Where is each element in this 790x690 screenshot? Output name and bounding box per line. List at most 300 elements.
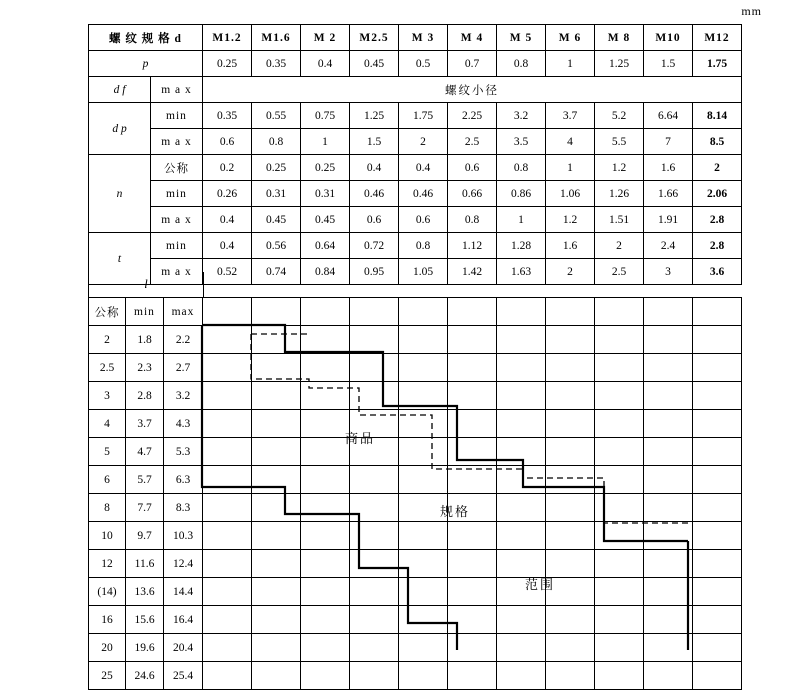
cell: 1.5: [350, 129, 399, 155]
grid-cell: [301, 494, 350, 522]
grid-cell: [203, 438, 252, 466]
grid-cell: [399, 410, 448, 438]
table-row: [89, 354, 742, 382]
length-nominal: 20: [89, 634, 126, 662]
grid-cell: [350, 578, 399, 606]
table-row: [89, 326, 742, 354]
cell: 7: [644, 129, 693, 155]
cell: 0.25: [301, 155, 350, 181]
cell: 2: [399, 129, 448, 155]
grid-cell: [644, 410, 693, 438]
cell: 1.2: [546, 207, 595, 233]
grid-cell: [301, 662, 350, 690]
grid-cell: [252, 326, 301, 354]
grid-cell: [644, 438, 693, 466]
grid-cell: [595, 438, 644, 466]
cell: 1.6: [644, 155, 693, 181]
header-label: 螺 纹 规 格 d: [89, 25, 203, 51]
cell: 3: [644, 259, 693, 285]
cell: 1.25: [595, 51, 644, 77]
length-max: 12.4: [164, 550, 203, 578]
length-nominal: 3: [89, 382, 126, 410]
cell: 3.2: [497, 103, 546, 129]
grid-cell: [693, 410, 742, 438]
table-row-header: [89, 298, 742, 326]
grid-cell: [350, 466, 399, 494]
length-nominal: (14): [89, 578, 126, 606]
table-row: [89, 410, 742, 438]
grid-cell: [399, 494, 448, 522]
grid-cell: [203, 550, 252, 578]
row-sub-max: m a x: [151, 77, 203, 103]
grid-cell: [350, 550, 399, 578]
grid-cell: [546, 578, 595, 606]
length-min: 13.6: [126, 578, 164, 606]
grid-cell: [301, 522, 350, 550]
grid-cell: [350, 606, 399, 634]
grid-cell: [448, 410, 497, 438]
grid-cell: [203, 662, 252, 690]
row-sub-min: min: [151, 233, 203, 259]
grid-cell: [399, 466, 448, 494]
grid-cell: [350, 354, 399, 382]
cell: 8.14: [693, 103, 742, 129]
grid-cell: [546, 606, 595, 634]
thread-minor-diameter-note: 螺纹小径: [203, 77, 742, 103]
grid-cell: [546, 354, 595, 382]
cell: 2.06: [693, 181, 742, 207]
header-size: M 5: [497, 25, 546, 51]
grid-cell: [497, 354, 546, 382]
cell: 0.35: [252, 51, 301, 77]
grid-cell: [203, 494, 252, 522]
grid-cell: [644, 494, 693, 522]
grid-cell: [350, 662, 399, 690]
cell: 1.25: [350, 103, 399, 129]
grid-cell: [252, 298, 301, 326]
cell: 0.31: [252, 181, 301, 207]
grid-cell: [644, 354, 693, 382]
length-nominal: 10: [89, 522, 126, 550]
length-col-header: min: [126, 298, 164, 326]
header-size: M 3: [399, 25, 448, 51]
grid-cell: [546, 410, 595, 438]
grid-cell: [595, 410, 644, 438]
cell: 0.46: [399, 181, 448, 207]
row-sub-max: m a x: [151, 207, 203, 233]
grid-cell: [448, 606, 497, 634]
grid-cell: [399, 438, 448, 466]
grid-cell: [693, 606, 742, 634]
row-sub-min: min: [151, 181, 203, 207]
cell: 0.6: [350, 207, 399, 233]
cell: 0.45: [301, 207, 350, 233]
grid-cell: [203, 466, 252, 494]
length-max: 5.3: [164, 438, 203, 466]
grid-cell: [546, 522, 595, 550]
grid-cell: [203, 382, 252, 410]
grid-cell: [399, 298, 448, 326]
grid-cell: [203, 578, 252, 606]
table-row: [89, 181, 742, 207]
grid-cell: [546, 494, 595, 522]
cell: 0.7: [448, 51, 497, 77]
grid-cell: [595, 298, 644, 326]
grid-cell: [252, 550, 301, 578]
grid-cell: [301, 466, 350, 494]
length-max: 16.4: [164, 606, 203, 634]
cell: 1.75: [693, 51, 742, 77]
cell: 0.6: [399, 207, 448, 233]
table-row: [89, 129, 742, 155]
cell: 3.5: [497, 129, 546, 155]
grid-cell: [301, 326, 350, 354]
cell: 0.66: [448, 181, 497, 207]
grid-cell: [595, 634, 644, 662]
cell: 4: [546, 129, 595, 155]
length-nominal: 6: [89, 466, 126, 494]
length-max: 20.4: [164, 634, 203, 662]
grid-cell: [252, 494, 301, 522]
grid-cell: [546, 662, 595, 690]
cell: 0.4: [350, 155, 399, 181]
cell: 3.6: [693, 259, 742, 285]
grid-cell: [252, 466, 301, 494]
grid-cell: [497, 298, 546, 326]
cell: 5.5: [595, 129, 644, 155]
grid-cell: [595, 662, 644, 690]
length-nominal: 2.5: [89, 354, 126, 382]
grid-cell: [595, 494, 644, 522]
grid-cell: [595, 522, 644, 550]
header-size: M10: [644, 25, 693, 51]
length-max: 2.7: [164, 354, 203, 382]
cell: 0.74: [252, 259, 301, 285]
grid-cell: [448, 354, 497, 382]
grid-cell: [399, 606, 448, 634]
grid-cell: [301, 438, 350, 466]
cell: 1.51: [595, 207, 644, 233]
table-row: [89, 382, 742, 410]
grid-cell: [497, 522, 546, 550]
cell: 2.8: [693, 207, 742, 233]
annotation-range: 范围: [525, 577, 556, 592]
cell: 1.28: [497, 233, 546, 259]
grid-cell: [497, 438, 546, 466]
grid-cell: [497, 634, 546, 662]
length-min: 5.7: [126, 466, 164, 494]
grid-cell: [350, 410, 399, 438]
cell: 0.86: [497, 181, 546, 207]
grid-cell: [203, 410, 252, 438]
cell: 0.31: [301, 181, 350, 207]
grid-cell: [301, 410, 350, 438]
length-nominal: 5: [89, 438, 126, 466]
length-min: 9.7: [126, 522, 164, 550]
table-row: [89, 77, 742, 103]
grid-cell: [644, 550, 693, 578]
table-row: [89, 606, 742, 634]
grid-cell: [203, 606, 252, 634]
cell: 0.45: [252, 207, 301, 233]
table-row: [89, 522, 742, 550]
grid-cell: [546, 438, 595, 466]
header-size: M1.2: [203, 25, 252, 51]
grid-cell: [252, 382, 301, 410]
table-row: [89, 578, 742, 606]
header-size: M12: [693, 25, 742, 51]
cell: 1.5: [644, 51, 693, 77]
grid-cell: [693, 354, 742, 382]
cell: 1.2: [595, 155, 644, 181]
grid-cell: [252, 662, 301, 690]
table-row: [89, 494, 742, 522]
cell: 0.55: [252, 103, 301, 129]
grid-cell: [350, 494, 399, 522]
grid-cell: [399, 578, 448, 606]
length-col-header: 公称: [89, 298, 126, 326]
grid-cell: [693, 298, 742, 326]
grid-cell: [497, 410, 546, 438]
grid-cell: [399, 550, 448, 578]
row-label-p: p: [89, 51, 203, 77]
grid-cell: [644, 662, 693, 690]
grid-cell: [252, 438, 301, 466]
length-nominal: 16: [89, 606, 126, 634]
cell: 0.64: [301, 233, 350, 259]
length-nominal: 4: [89, 410, 126, 438]
cell: 2.4: [644, 233, 693, 259]
grid-cell: [497, 326, 546, 354]
grid-cell: [644, 326, 693, 354]
length-nominal: 25: [89, 662, 126, 690]
grid-cell: [203, 354, 252, 382]
cell: 0.4: [203, 233, 252, 259]
grid-cell: [203, 634, 252, 662]
cell: 2: [546, 259, 595, 285]
grid-cell: [693, 438, 742, 466]
length-min: 19.6: [126, 634, 164, 662]
grid-cell: [497, 382, 546, 410]
length-max: 25.4: [164, 662, 203, 690]
grid-cell: [497, 578, 546, 606]
length-min: 15.6: [126, 606, 164, 634]
cell: 0.8: [497, 155, 546, 181]
cell: 0.72: [350, 233, 399, 259]
grid-cell: [301, 382, 350, 410]
grid-cell: [252, 578, 301, 606]
grid-cell: [497, 494, 546, 522]
table-row-header: [89, 25, 742, 51]
cell: 0.8: [497, 51, 546, 77]
grid-cell: [350, 438, 399, 466]
grid-cell: [448, 466, 497, 494]
table-row: [89, 207, 742, 233]
length-nominal: 12: [89, 550, 126, 578]
grid-cell: [595, 606, 644, 634]
annotation-spec: 规格: [440, 504, 471, 519]
grid-cell: [203, 326, 252, 354]
cell: 1.06: [546, 181, 595, 207]
cell: 0.75: [301, 103, 350, 129]
cell: 2.5: [595, 259, 644, 285]
table-row: [89, 155, 742, 181]
length-max: 2.2: [164, 326, 203, 354]
grid-cell: [350, 522, 399, 550]
grid-cell: [301, 634, 350, 662]
table-row: [89, 550, 742, 578]
table-row: [89, 662, 742, 690]
grid-cell: [546, 634, 595, 662]
grid-cell: [301, 550, 350, 578]
row-label-n: n: [89, 155, 151, 233]
grid-cell: [693, 494, 742, 522]
row-sub-nominal: 公称: [151, 155, 203, 181]
header-size: M1.6: [252, 25, 301, 51]
grid-cell: [448, 662, 497, 690]
grid-cell: [448, 438, 497, 466]
grid-cell: [350, 382, 399, 410]
length-max: 8.3: [164, 494, 203, 522]
grid-cell: [497, 466, 546, 494]
grid-cell: [546, 466, 595, 494]
row-label-df: d f: [89, 77, 151, 103]
header-size: M 8: [595, 25, 644, 51]
grid-cell: [399, 522, 448, 550]
grid-cell: [448, 494, 497, 522]
grid-cell: [595, 550, 644, 578]
length-max: 14.4: [164, 578, 203, 606]
grid-cell: [644, 382, 693, 410]
grid-cell: [399, 354, 448, 382]
cell: 2.8: [693, 233, 742, 259]
grid-cell: [644, 466, 693, 494]
cell: 8.5: [693, 129, 742, 155]
cell: 2: [595, 233, 644, 259]
grid-cell: [399, 662, 448, 690]
cell: 1.75: [399, 103, 448, 129]
length-min: 4.7: [126, 438, 164, 466]
table-row: [89, 634, 742, 662]
grid-cell: [448, 326, 497, 354]
cell: 1: [497, 207, 546, 233]
cell: 0.25: [252, 155, 301, 181]
length-min: 2.8: [126, 382, 164, 410]
grid-cell: [595, 382, 644, 410]
row-sub-max: m a x: [151, 129, 203, 155]
grid-cell: [497, 550, 546, 578]
grid-cell: [448, 550, 497, 578]
grid-cell: [595, 326, 644, 354]
grid-cell: [595, 578, 644, 606]
length-nominal: 2: [89, 326, 126, 354]
cell: 2.25: [448, 103, 497, 129]
cell: 0.95: [350, 259, 399, 285]
length-min: 7.7: [126, 494, 164, 522]
grid-cell: [350, 326, 399, 354]
cell: 1.05: [399, 259, 448, 285]
grid-cell: [350, 634, 399, 662]
cell: 0.5: [399, 51, 448, 77]
cell: 0.4: [301, 51, 350, 77]
grid-cell: [350, 298, 399, 326]
grid-cell: [252, 410, 301, 438]
table-row: [89, 438, 742, 466]
length-max: 3.2: [164, 382, 203, 410]
grid-cell: [252, 522, 301, 550]
grid-cell: [497, 662, 546, 690]
length-min: 24.6: [126, 662, 164, 690]
cell: 0.6: [203, 129, 252, 155]
cell: 0.56: [252, 233, 301, 259]
grid-cell: [693, 466, 742, 494]
header-size: M 4: [448, 25, 497, 51]
grid-cell: [301, 298, 350, 326]
grid-cell: [693, 382, 742, 410]
grid-cell: [203, 298, 252, 326]
grid-cell: [546, 326, 595, 354]
cell: 2.5: [448, 129, 497, 155]
cell: 0.84: [301, 259, 350, 285]
annotation-commercial: 商品: [345, 431, 376, 446]
cell: 0.52: [203, 259, 252, 285]
grid-cell: [644, 634, 693, 662]
cell: 6.64: [644, 103, 693, 129]
cell: 1.42: [448, 259, 497, 285]
grid-cell: [301, 606, 350, 634]
cell: 0.8: [399, 233, 448, 259]
cell: 0.26: [203, 181, 252, 207]
grid-cell: [595, 354, 644, 382]
grid-cell: [497, 606, 546, 634]
cell: 1: [546, 51, 595, 77]
header-size: M2.5: [350, 25, 399, 51]
length-section-title: l: [88, 272, 204, 298]
cell: 2: [693, 155, 742, 181]
table-row: [89, 233, 742, 259]
thread-spec-table: [88, 24, 742, 285]
cell: 1.26: [595, 181, 644, 207]
cell: 1: [546, 155, 595, 181]
grid-cell: [399, 382, 448, 410]
grid-cell: [448, 522, 497, 550]
grid-cell: [693, 578, 742, 606]
cell: 1.6: [546, 233, 595, 259]
length-nominal: 8: [89, 494, 126, 522]
length-min: 2.3: [126, 354, 164, 382]
grid-cell: [448, 634, 497, 662]
grid-cell: [252, 606, 301, 634]
grid-cell: [546, 298, 595, 326]
cell: 0.8: [448, 207, 497, 233]
table-row: [89, 103, 742, 129]
length-range-table: [88, 297, 742, 690]
grid-cell: [693, 326, 742, 354]
grid-cell: [399, 326, 448, 354]
grid-cell: [546, 550, 595, 578]
grid-cell: [252, 354, 301, 382]
grid-cell: [301, 354, 350, 382]
grid-cell: [448, 298, 497, 326]
grid-cell: [203, 522, 252, 550]
grid-cell: [448, 578, 497, 606]
grid-cell: [644, 522, 693, 550]
cell: 0.2: [203, 155, 252, 181]
length-max: 4.3: [164, 410, 203, 438]
grid-cell: [693, 522, 742, 550]
grid-cell: [595, 466, 644, 494]
row-sub-max: m a x: [151, 259, 203, 285]
